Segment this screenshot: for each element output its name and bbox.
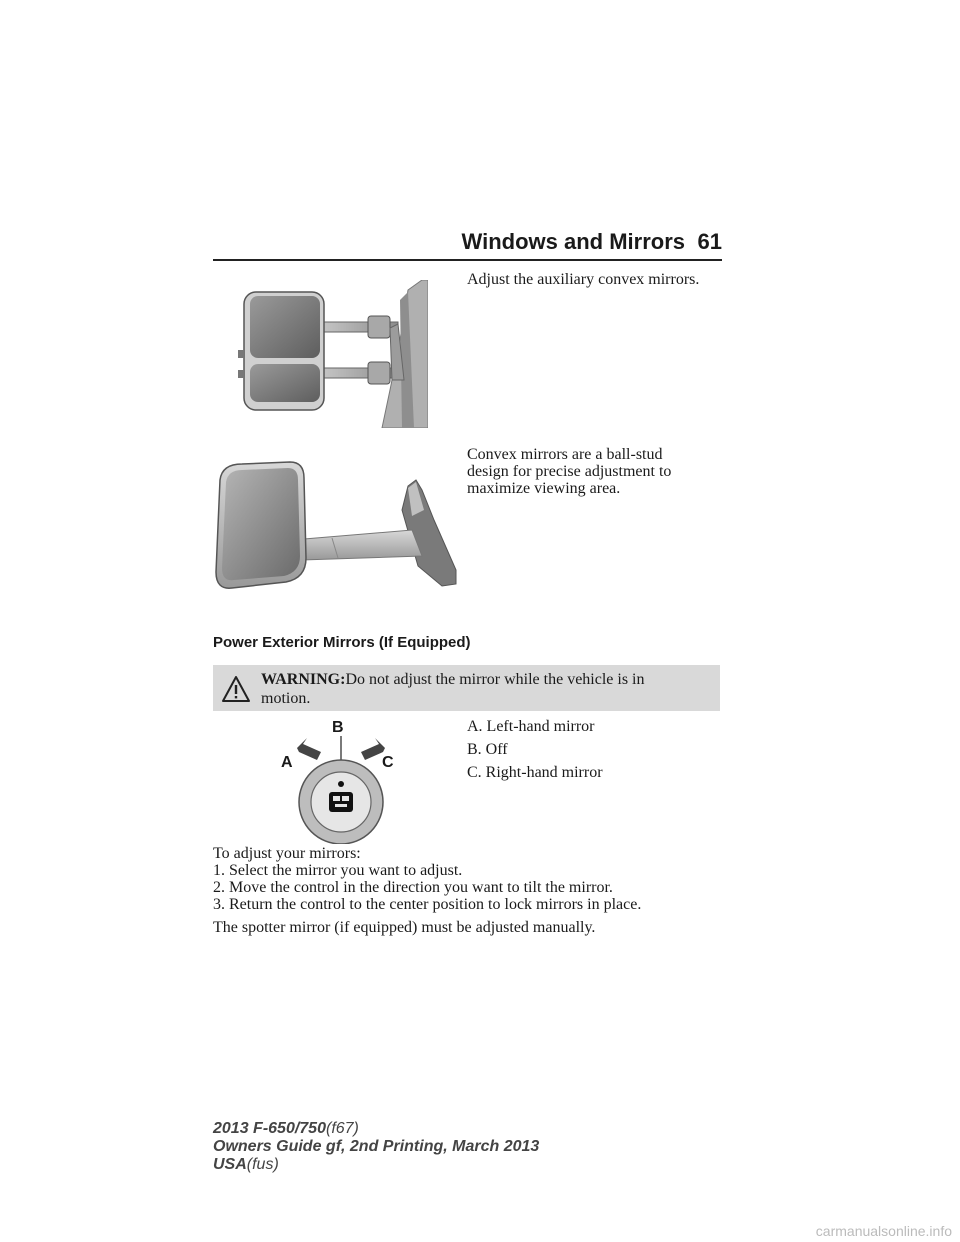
warning-message-line-2: motion.	[261, 690, 311, 707]
aux-mirror-text: Adjust the auxiliary convex mirrors.	[467, 271, 700, 288]
convex-text-line-1: Convex mirrors are a ball-stud	[467, 446, 663, 463]
diagram-label-b: B	[332, 719, 344, 736]
step-2: 2. Move the control in the direction you want to tilt the mirror.	[213, 879, 613, 896]
footer	[213, 1120, 539, 1174]
convex-text-line-3: maximize viewing area.	[467, 480, 621, 497]
footer-model: 2013 F-650/750	[213, 1120, 326, 1137]
footer-guide: Owners Guide gf, 2nd Printing, March 2013	[213, 1138, 540, 1155]
footer-region-code: (fus)	[246, 1156, 279, 1173]
page-number: 61	[697, 229, 722, 254]
instructions-intro: To adjust your mirrors:	[213, 845, 361, 862]
convex-mirror-illustration	[212, 460, 464, 596]
left-arrow-icon	[297, 738, 321, 760]
warning-triangle-icon	[221, 675, 251, 703]
section-heading: Power Exterior Mirrors (If Equipped)	[213, 634, 471, 651]
page-title: Windows and Mirrors	[461, 229, 685, 254]
auxiliary-mirror-illustration	[232, 280, 428, 428]
step-3: 3. Return the control to the center position to lock mirrors in place.	[213, 896, 642, 913]
footer-model-code: (f67)	[325, 1120, 359, 1137]
footer-region: USA	[213, 1156, 247, 1173]
instructions	[213, 845, 733, 913]
legend-item-a: A. Left-hand mirror	[467, 718, 595, 735]
legend-item-b: B. Off	[467, 741, 508, 758]
header-divider	[213, 259, 722, 261]
watermark: carmanualsonline.info	[815, 1223, 952, 1239]
diagram-label-a: A	[281, 754, 293, 771]
warning-label: WARNING:	[261, 671, 346, 688]
mirror-symbol-icon	[329, 792, 353, 812]
step-1: 1. Select the mirror you want to adjust.	[213, 862, 463, 879]
warning-message-line-1: Do not adjust the mirror while the vehicle is in	[345, 671, 645, 688]
convex-text-line-2: design for precise adjustment to	[467, 463, 672, 480]
legend-item-c: C. Right-hand mirror	[467, 764, 603, 781]
diagram-label-c: C	[382, 754, 394, 771]
spotter-note: The spotter mirror (if equipped) must be adjusted manually.	[213, 919, 596, 936]
warning-text	[261, 670, 711, 708]
